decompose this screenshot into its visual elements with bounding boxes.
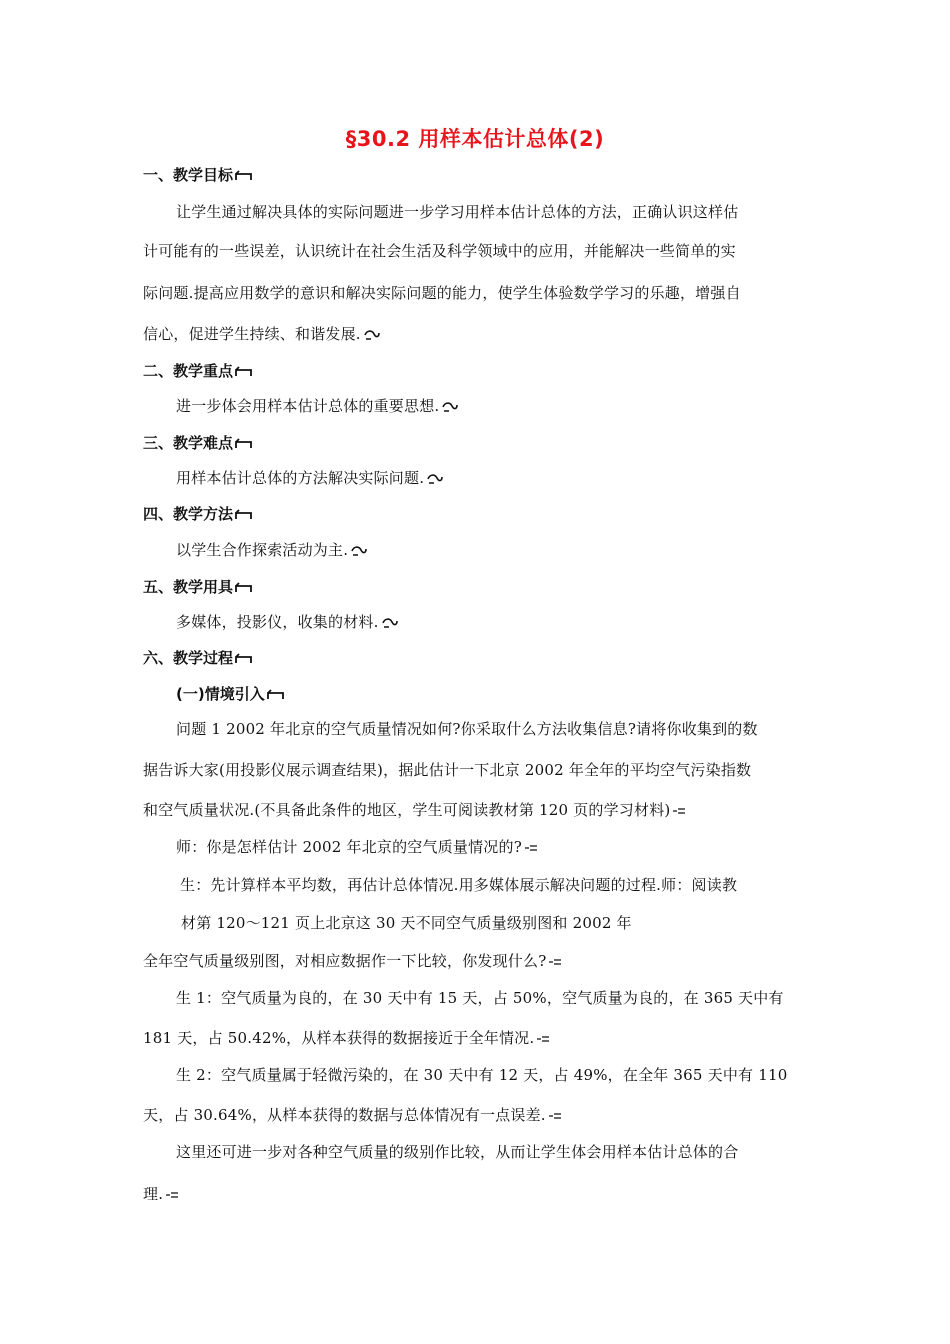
line-break-mark-icon: [548, 1111, 562, 1121]
return-mark-icon: [381, 617, 399, 629]
paragraph-mark-icon: [235, 653, 253, 665]
paragraph-mark-icon: [235, 438, 253, 450]
subheading-scenario: [176, 683, 285, 704]
paragraph-mark-icon: [235, 170, 253, 182]
process-line-11: [143, 1104, 562, 1125]
process-line-3-text: 和空气质量状况.(不具备此条件的地区，学生可阅读教材第 120 页的学习材料): [143, 801, 671, 819]
heading-text: 四、教学方法: [143, 505, 234, 523]
process-line-8: 生 1：空气质量为良的，在 30 天中有 15 天，占 50%，空气质量为良的，在 365 天中有: [176, 989, 784, 1007]
tools-text-content: 多媒体，投影仪，收集的材料.: [176, 613, 379, 631]
return-mark-icon: [426, 473, 444, 485]
process-line-4: [176, 836, 538, 857]
return-mark-icon: [441, 401, 459, 413]
process-line-3: [143, 799, 686, 820]
goal-line-3: 际问题.提高应用数学的意识和解决实际问题的能力，使学生体验数学学习的乐趣，增强自: [143, 284, 741, 302]
line-break-mark-icon: [672, 806, 686, 816]
difficulty-text-content: 用样本估计总体的方法解决实际问题.: [176, 469, 425, 487]
section-heading-difficulty: [143, 432, 253, 453]
section-heading-goal: [143, 164, 253, 185]
heading-text: 五、教学用具: [143, 578, 234, 596]
line-break-mark-icon: [165, 1190, 179, 1200]
paragraph-mark-icon: [235, 509, 253, 521]
process-line-5: 生：先计算样本平均数，再估计总体情况.用多媒体展示解决问题的过程.师：阅读教: [180, 876, 738, 894]
goal-line-4: [143, 323, 381, 344]
process-line-7: [143, 950, 562, 971]
paragraph-mark-icon: [235, 366, 253, 378]
section-heading-method: [143, 503, 253, 524]
process-line-11-text: 天，占 30.64%，从样本获得的数据与总体情况有一点误差.: [143, 1106, 546, 1124]
page-title: §30.2 用样本估计总体(2): [345, 127, 605, 151]
process-line-10: 生 2：空气质量属于轻微污染的，在 30 天中有 12 天，占 49%，在全年 365 天中有 110: [176, 1066, 788, 1084]
heading-text: 三、教学难点: [143, 434, 234, 452]
return-mark-icon: [350, 545, 368, 557]
tools-text: [176, 611, 399, 632]
line-break-mark-icon: [548, 957, 562, 967]
process-line-7-text: 全年空气质量级别图，对相应数据作一下比较，你发现什么?: [143, 952, 547, 970]
method-text: [176, 539, 368, 560]
process-line-9-text: 181 天，占 50.42%，从样本获得的数据接近于全年情况.: [143, 1029, 535, 1047]
method-text-content: 以学生合作探索活动为主.: [176, 541, 349, 559]
process-line-13: [143, 1183, 179, 1204]
return-mark-icon: [363, 329, 381, 341]
heading-text: 二、教学重点: [143, 362, 234, 380]
goal-line-1: 让学生通过解决具体的实际问题进一步学习用样本估计总体的方法，正确认识这样估: [176, 203, 739, 221]
paragraph-mark-icon: [267, 689, 285, 701]
line-break-mark-icon: [524, 843, 538, 853]
section-heading-process: [143, 647, 253, 668]
paragraph-mark-icon: [235, 582, 253, 594]
process-line-4-text: 师：你是怎样估计 2002 年北京的空气质量情况的?: [176, 838, 522, 856]
section-heading-key: [143, 360, 253, 381]
process-line-1: 问题 1 2002 年北京的空气质量情况如何?你采取什么方法收集信息?请将你收集到的数: [176, 720, 758, 738]
process-line-9: [143, 1027, 550, 1048]
difficulty-text: [176, 467, 444, 488]
process-line-2: 据告诉大家(用投影仪展示调查结果)，据此估计一下北京 2002 年全年的平均空气污染指数: [143, 761, 752, 779]
key-text-content: 进一步体会用样本估计总体的重要思想.: [176, 397, 440, 415]
goal-line-4-text: 信心，促进学生持续、和谐发展.: [143, 325, 361, 343]
subheading-text: (一)情境引入: [176, 685, 265, 703]
line-break-mark-icon: [536, 1034, 550, 1044]
process-line-13-text: 理.: [143, 1185, 164, 1203]
goal-line-2: 计可能有的一些误差，认识统计在社会生活及科学领域中的应用，并能解决一些简单的实: [143, 242, 736, 260]
heading-text: 一、教学目标: [143, 166, 234, 184]
process-line-6: 材第 120～121 页上北京这 30 天不同空气质量级别图和 2002 年: [181, 914, 632, 932]
key-text: [176, 395, 459, 416]
section-heading-tools: [143, 576, 253, 597]
process-line-12: 这里还可进一步对各种空气质量的级别作比较，从而让学生体会用样本估计总体的合: [176, 1143, 739, 1161]
heading-text: 六、教学过程: [143, 649, 234, 667]
